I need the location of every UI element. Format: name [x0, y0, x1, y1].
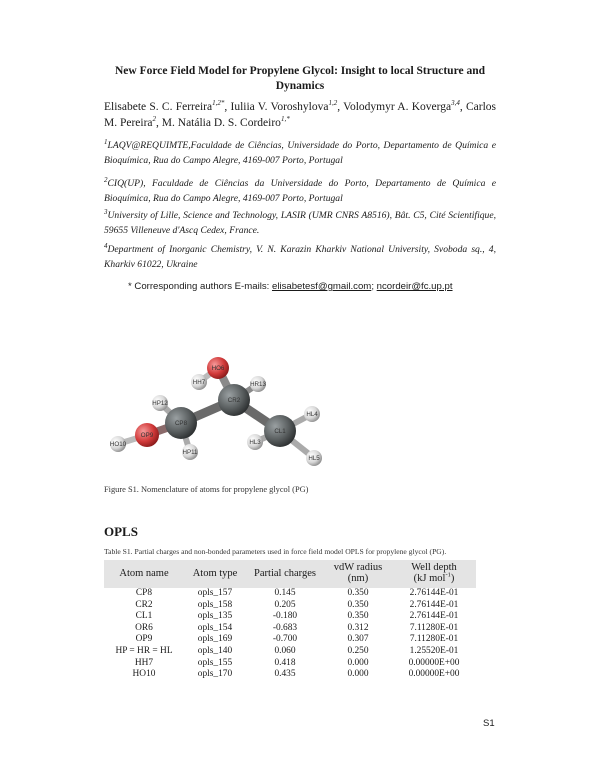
cell-vdw-radius: 0.312: [347, 622, 369, 633]
cell-well-depth: 1.25520E-01: [409, 645, 459, 656]
table-row: [104, 634, 476, 646]
cell-well-depth: 0.00000E+00: [408, 669, 460, 680]
table-row: [104, 646, 476, 658]
affiliation-4: $^4$Department of Inorganic Chemistry, V. N. Karazin Kharkiv National University, Svoboda sq., 4, Kharkiv 61022, Ukraine: [104, 241, 496, 270]
cell-atom-type: opls_169: [197, 634, 233, 645]
cell-vdw-radius: 0.350: [347, 599, 369, 610]
table-header-row: [104, 560, 476, 588]
cell-partial-charge: 0.435: [274, 669, 296, 680]
cell-vdw-radius: 0.350: [347, 611, 369, 622]
author-affiliation-mark: 1,2: [328, 99, 338, 108]
cell-atom-name: OP9: [135, 634, 153, 645]
atom-label-hp11: HP11: [182, 449, 198, 456]
cell-vdw-radius: 0.350: [347, 588, 369, 598]
affiliation-2: $^2$CIQ(UP), Faculdade de Ciências da Universidade do Porto, Departamento de Química e Bioquímica, Rua do Campo Alegre, 4169-007 Porto, Portugal: [104, 175, 496, 204]
cell-partial-charge: -0.683: [272, 622, 298, 633]
cell-atom-type: opls_135: [197, 611, 233, 622]
cell-well-depth: 2.76144E-01: [409, 611, 459, 622]
atom-label-op9: OP9: [140, 432, 154, 439]
table-row: [104, 600, 476, 612]
table-row: [104, 588, 476, 600]
table-caption: Table S1. Partial charges and non-bonded parameters used in force field model OPLS for propylene glycol (PG).: [104, 547, 447, 556]
atom-label-ho10: HO10: [109, 441, 127, 448]
cell-atom-name: HP = HR = HL: [115, 645, 173, 656]
cell-vdw-radius: 0.250: [347, 645, 369, 656]
cell-partial-charge: 0.418: [274, 657, 296, 668]
cell-atom-name: CR2: [135, 599, 153, 610]
cell-atom-name: CP8: [135, 588, 153, 598]
cell-atom-name: CL1: [135, 611, 153, 622]
cell-atom-type: opls_170: [197, 669, 233, 680]
author-affiliation-mark: 1,2*: [212, 99, 225, 108]
cell-atom-name: HH7: [134, 657, 154, 668]
cell-well-depth: 0.00000E+00: [408, 657, 460, 668]
section-heading: OPLS: [104, 524, 138, 539]
table-row: [104, 611, 476, 623]
atom-label-hl5: HL5: [308, 455, 320, 462]
cell-partial-charge: 0.145: [274, 588, 296, 598]
atom-label-ho6: HO6: [211, 365, 225, 372]
page-number: S1: [483, 718, 495, 729]
table-row: [104, 669, 476, 681]
cell-vdw-radius: 0.000: [347, 669, 369, 680]
cell-atom-type: opls_155: [197, 657, 233, 668]
atom-label-cp8: CP8: [174, 420, 188, 427]
author-affiliation-mark: 1,*: [280, 114, 290, 123]
cell-partial-charge: 0.205: [274, 599, 296, 610]
atom-label-cr2: CR2: [227, 397, 241, 404]
cell-atom-name: HO10: [132, 669, 156, 680]
header-well-depth: Well depth (kJ mol$^{-1}$): [392, 560, 476, 588]
cell-well-depth: 2.76144E-01: [409, 588, 459, 598]
atom-label-hp12: HP12: [152, 400, 168, 407]
table-row: [104, 658, 476, 670]
author-name: Volodymyr A. Koverga: [343, 101, 452, 113]
atom-label-hl3: HL3: [249, 439, 261, 446]
cell-partial-charge: 0.060: [274, 645, 296, 656]
email-link-1[interactable]: elisabetesf@gmail.com: [271, 281, 372, 292]
header-vdw-radius: vdW radius (nm): [324, 560, 392, 588]
table-body: [104, 588, 476, 681]
cell-atom-type: opls_157: [197, 588, 233, 598]
email-link-2[interactable]: ncordeir@fc.up.pt: [376, 281, 453, 292]
corresponding-authors: * Corresponding authors E-mails: elisabetesf@gmail.com; ncordeir@fc.up.pt: [128, 281, 453, 292]
cell-well-depth: 7.11280E-01: [409, 622, 459, 633]
cell-well-depth: 2.76144E-01: [409, 599, 459, 610]
cell-atom-type: opls_140: [197, 645, 233, 656]
header-atom-type: Atom type: [184, 560, 246, 588]
author-name: Elisabete S. C. Ferreira: [104, 101, 213, 113]
figure-caption: Figure S1. Nomenclature of atoms for propylene glycol (PG): [104, 485, 309, 494]
table-row: [104, 623, 476, 635]
cell-atom-type: opls_154: [197, 622, 233, 633]
cell-well-depth: 7.11280E-01: [409, 634, 459, 645]
author-name: Carlos M. Pereira: [104, 101, 497, 129]
parameters-table: [104, 560, 476, 681]
atom-label-hl4: HL4: [306, 411, 318, 418]
cell-vdw-radius: 0.000: [347, 657, 369, 668]
author-list: Elisabete S. C. Ferreira$^{1,2*}$, Iuliia V. Voroshylova$^{1,2}$, Volodymyr A. Koverga$^{3,4}$, Carlos M. Pereira$^2$, M. Natália D. S. Cordeiro$^{1,*}$: [104, 99, 497, 129]
atom-label-hr13: HR13: [250, 381, 266, 388]
atom-label-cl1: CL1: [274, 428, 286, 435]
cell-vdw-radius: 0.307: [347, 634, 369, 645]
molecule-figure: [100, 348, 360, 478]
paper-title: New Force Field Model for Propylene Glycol: Insight to local Structure and Dynamics: [115, 65, 485, 92]
author-affiliation-mark: 2: [152, 114, 157, 123]
author-affiliation-mark: 3,4: [451, 99, 460, 108]
cell-partial-charge: -0.180: [272, 611, 298, 622]
header-partial-charges: Partial charges: [246, 560, 324, 588]
author-name: Iuliia V. Voroshylova: [230, 101, 329, 113]
header-atom-name: Atom name: [104, 560, 184, 588]
affiliation-1: $^1$LAQV@REQUIMTE,Faculdade de Ciências, Universidade do Porto, Departamento de Química e Bioquímica, Rua do Campo Alegre, 4169-007 Porto, Portugal: [104, 137, 496, 166]
cell-atom-type: opls_158: [197, 599, 233, 610]
atom-label-hh7: HH7: [192, 379, 206, 386]
affiliation-3: $^3$University of Lille, Science and Technology, LASIR (UMR CNRS A8516), Bât. C5, Cité Scientifique, 59655 Villeneuve d'Ascq Cedex, France.: [104, 207, 496, 236]
cell-partial-charge: -0.700: [272, 634, 298, 645]
cell-atom-name: OR6: [135, 622, 153, 633]
author-name: M. Natália D. S. Cordeiro: [161, 116, 281, 129]
